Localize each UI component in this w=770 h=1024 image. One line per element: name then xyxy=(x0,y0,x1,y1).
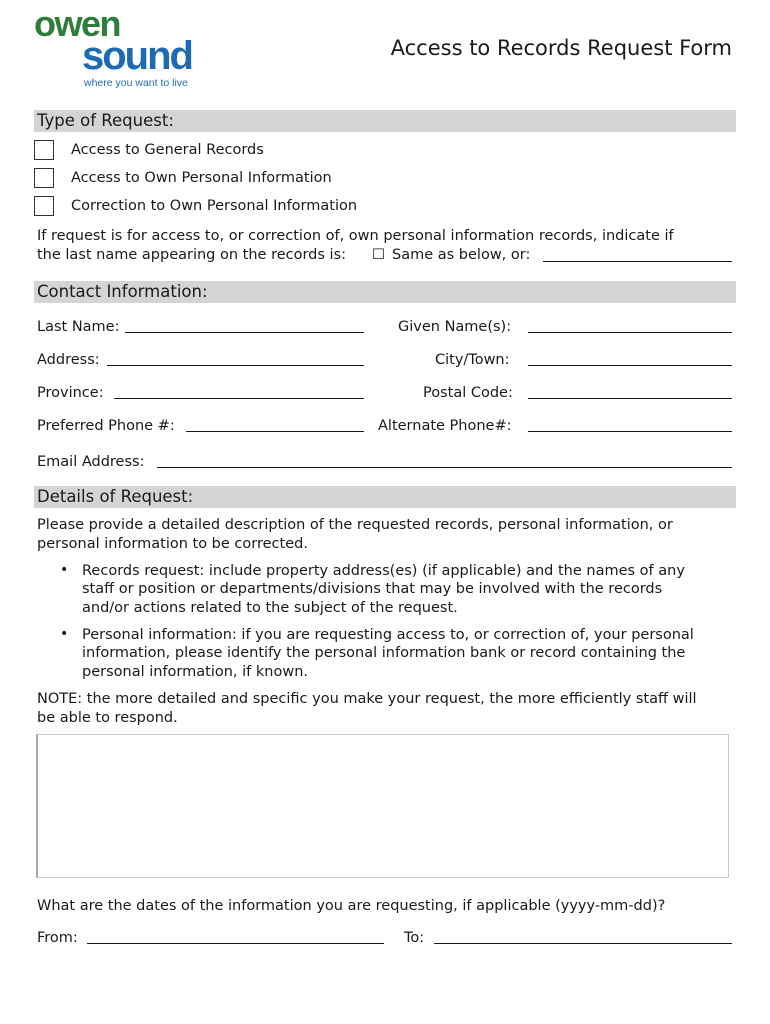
section-heading: Contact Information: xyxy=(37,282,208,301)
bullet-icon: • xyxy=(60,626,69,642)
city-label: City/Town: xyxy=(435,352,510,368)
same-as-below-checkbox[interactable]: ☐ xyxy=(372,247,385,263)
checkbox-own-personal-info[interactable] xyxy=(34,168,54,188)
province-field[interactable] xyxy=(114,398,364,399)
logo-sound-text: sound xyxy=(82,34,192,78)
given-names-field[interactable] xyxy=(528,332,732,333)
logo-tagline: where you want to live xyxy=(84,77,188,89)
records-request-bullet: Records request: include property address(es) (if applicable) and the names of any xyxy=(82,563,685,579)
email-label: Email Address: xyxy=(37,454,145,470)
section-type-of-request xyxy=(34,110,736,132)
option-label: Access to General Records xyxy=(71,142,264,158)
checkbox-correction-personal-info[interactable] xyxy=(34,196,54,216)
to-date-label: To: xyxy=(404,930,425,946)
personal-info-bullet-line2: information, please identify the personal information bank or record containing the xyxy=(82,645,686,661)
note-text: NOTE: the more detailed and specific you make your request, the more efficiently staff will xyxy=(37,691,697,707)
preferred-phone-field[interactable] xyxy=(186,431,364,432)
last-name-field[interactable] xyxy=(125,332,364,333)
from-date-field[interactable] xyxy=(87,943,384,944)
postal-code-field[interactable] xyxy=(528,398,732,399)
section-heading: Type of Request: xyxy=(37,111,174,130)
details-intro: Please provide a detailed description of the requested records, personal information, or xyxy=(37,517,673,533)
bullet-icon: • xyxy=(60,562,69,578)
city-field[interactable] xyxy=(528,365,732,366)
from-date-label: From: xyxy=(37,930,78,946)
alternate-phone-field[interactable] xyxy=(528,431,732,432)
alternate-phone-label: Alternate Phone#: xyxy=(378,418,512,434)
request-description-textarea[interactable] xyxy=(36,734,729,878)
personal-info-bullet-line3: personal information, if known. xyxy=(82,664,308,680)
section-heading: Details of Request: xyxy=(37,487,194,506)
details-intro-line2: personal information to be corrected. xyxy=(37,536,308,552)
note-text-line2: be able to respond. xyxy=(37,710,178,726)
records-request-bullet-line3: and/or actions related to the subject of the request. xyxy=(82,600,458,616)
address-label: Address: xyxy=(37,352,100,368)
postal-code-label: Postal Code: xyxy=(423,385,513,401)
last-name-note-line2: the last name appearing on the records is: xyxy=(37,247,347,263)
given-names-label: Given Name(s): xyxy=(398,319,512,335)
personal-info-bullet: Personal information: if you are requesting access to, or correction of, your personal xyxy=(82,627,694,643)
other-last-name-field[interactable] xyxy=(543,261,732,262)
logo-owen-text: owen xyxy=(34,3,121,44)
address-field[interactable] xyxy=(107,365,364,366)
option-label: Correction to Own Personal Information xyxy=(71,198,358,214)
section-details-of-request xyxy=(34,486,736,508)
same-as-below-label: Same as below, or: xyxy=(392,247,531,263)
last-name-label: Last Name: xyxy=(37,319,120,335)
email-field[interactable] xyxy=(157,467,732,468)
to-date-field[interactable] xyxy=(434,943,732,944)
section-contact-information xyxy=(34,281,736,303)
records-request-bullet-line2: staff or position or departments/divisions that may be involved with the records xyxy=(82,581,663,597)
preferred-phone-label: Preferred Phone #: xyxy=(37,418,175,434)
form-title: Access to Records Request Form xyxy=(390,36,732,60)
option-label: Access to Own Personal Information xyxy=(71,170,332,186)
checkbox-general-records[interactable] xyxy=(34,140,54,160)
dates-question: What are the dates of the information you are requesting, if applicable (yyyy-mm-dd)? xyxy=(37,898,666,914)
last-name-note: If request is for access to, or correction of, own personal information records, indicate if xyxy=(37,228,674,244)
province-label: Province: xyxy=(37,385,104,401)
